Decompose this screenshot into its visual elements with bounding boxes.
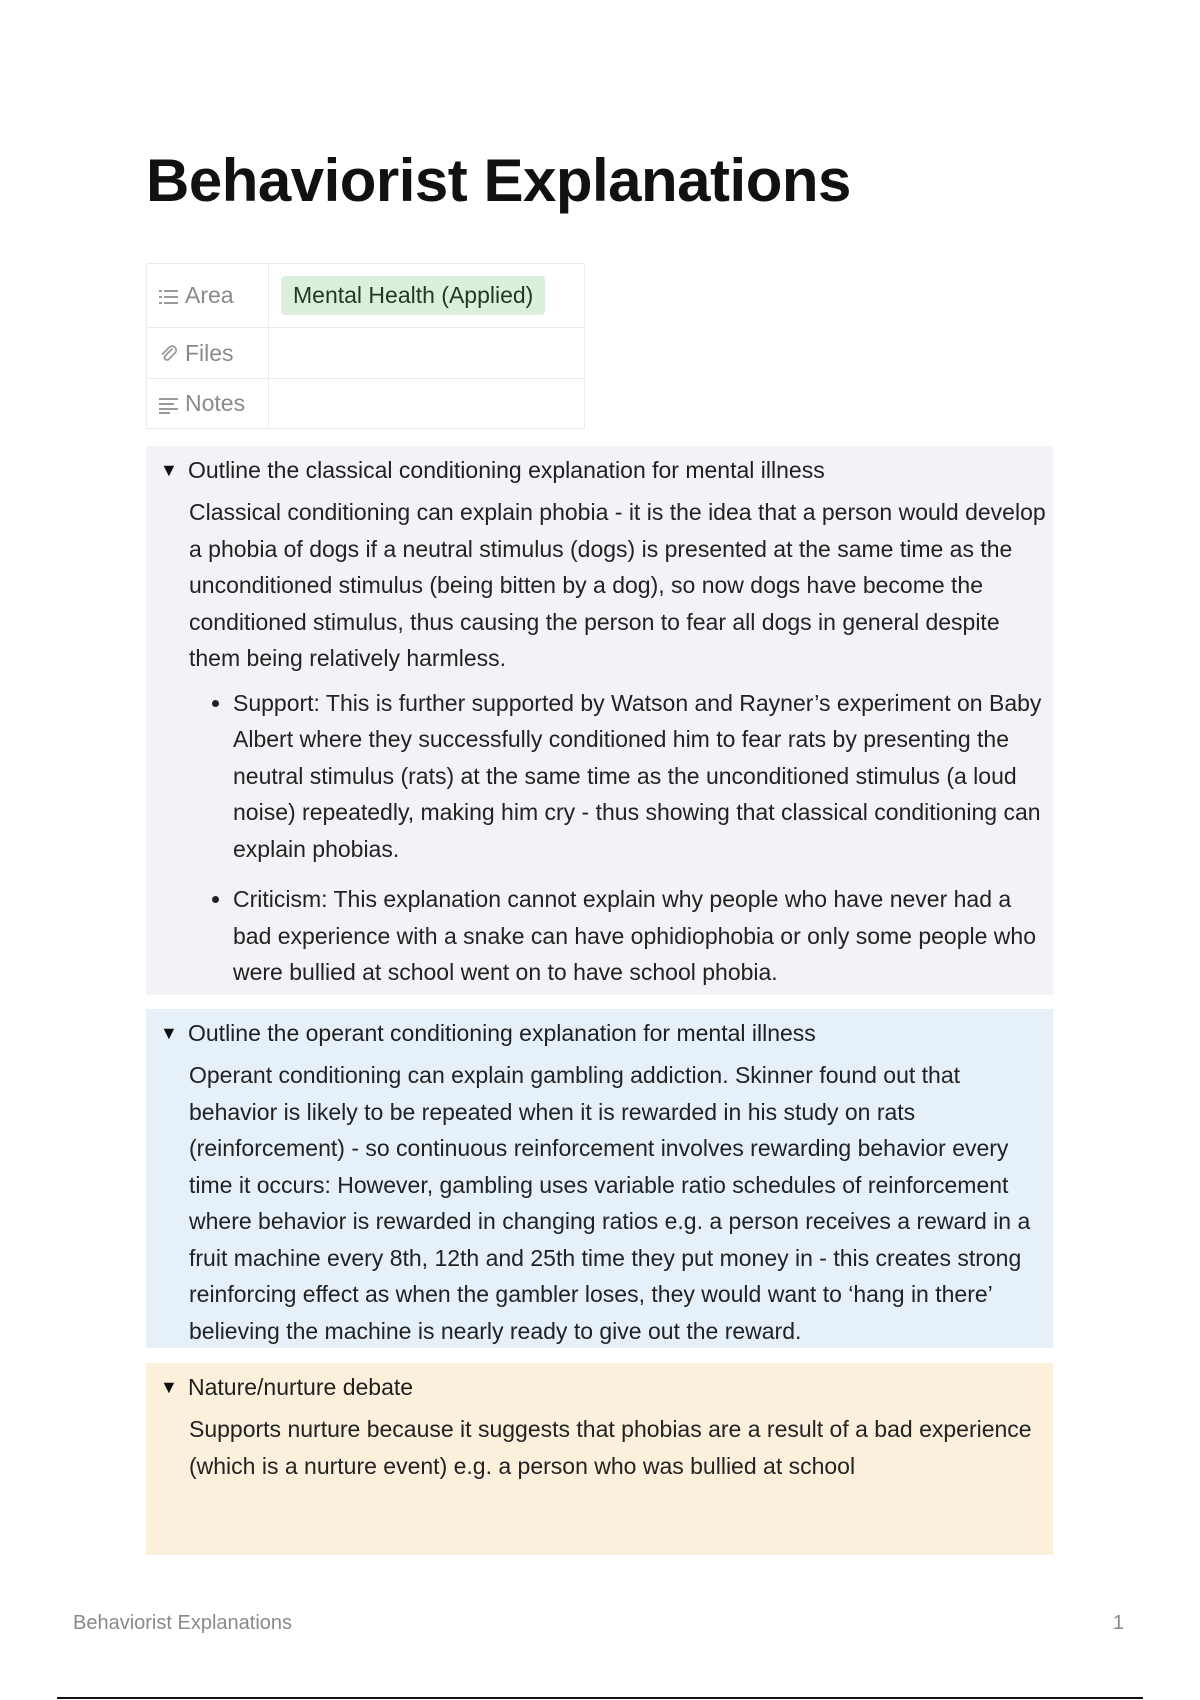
property-row-notes — [147, 379, 585, 429]
property-key-notes[interactable] — [147, 379, 269, 429]
property-value-area[interactable] — [269, 264, 585, 328]
caret-down-icon[interactable]: ▼ — [160, 1023, 178, 1043]
toggle-body — [160, 1057, 1053, 1349]
page-title: Behaviorist Explanations — [146, 147, 851, 214]
toggle-heading: Outline the operant conditioning explanation for mental illness — [188, 1020, 816, 1046]
caret-down-icon[interactable]: ▼ — [160, 460, 178, 480]
property-row-files — [147, 328, 585, 379]
property-row-area — [147, 264, 585, 328]
property-label: Notes — [185, 390, 246, 416]
divider — [57, 1697, 1143, 1699]
property-value-files[interactable] — [269, 328, 585, 379]
toggle-body — [160, 494, 1053, 991]
bullet-list — [189, 685, 1053, 991]
toggle-header[interactable] — [160, 1009, 1053, 1057]
area-tag[interactable]: Mental Health (Applied) — [281, 276, 545, 315]
toggle-header[interactable] — [160, 1363, 1053, 1411]
toggle-heading: Outline the classical conditioning explanation for mental illness — [188, 457, 825, 483]
list-item: • Support: This is further supported by Watson and Rayner’s experiment on Baby Albert where they successfully conditioned him to fear rats by presenting the neutral stimulus (rats) at the same time as the unconditioned stimulus (a loud noise) repeatedly, making him cry - thus showing that classical conditioning can explain phobias. — [233, 685, 1053, 868]
list-item: • Criticism: This explanation cannot explain why people who have never had a bad experience with a snake can have ophidiophobia or only some people who were bullied at school went on to have school phobia. — [233, 881, 1053, 991]
property-label: Area — [185, 282, 234, 308]
property-value-notes[interactable] — [269, 379, 585, 429]
properties-table — [146, 263, 585, 429]
paragraph: Supports nurture because it suggests that phobias are a result of a bad experience (which is a nurture event) e.g. a person who was bullied at school — [189, 1416, 1032, 1479]
caret-down-icon[interactable]: ▼ — [160, 1377, 178, 1397]
paragraph: Classical conditioning can explain phobia - it is the idea that a person would develop a phobia of dogs if a neutral stimulus (dogs) is presented at the same time as the unconditioned stimulus (being bitten by a dog), so now dogs have become the conditioned stimulus, thus causing the person to fear all dogs in general despite them being relatively harmless. — [189, 499, 1046, 671]
toggle-classical-conditioning — [146, 446, 1053, 995]
footer-page-number: 1 — [1112, 1612, 1124, 1634]
property-key-files[interactable] — [147, 328, 269, 379]
toggle-body — [160, 1411, 1053, 1484]
toggle-heading: Nature/nurture debate — [188, 1374, 414, 1400]
property-label: Files — [185, 339, 234, 366]
list-icon — [159, 288, 185, 306]
toggle-nature-nurture — [146, 1363, 1053, 1555]
property-key-area[interactable] — [147, 264, 269, 328]
toggle-header[interactable] — [160, 446, 1053, 494]
toggle-operant-conditioning — [146, 1009, 1053, 1348]
paperclip-icon — [159, 344, 185, 364]
footer-doc-name: Behaviorist Explanations — [73, 1612, 293, 1634]
paragraph: Operant conditioning can explain gambling addiction. Skinner found out that behavior is likely to be repeated when it is rewarded in his study on rats (reinforcement) - so continuous reinforcement involves rewarding behavior every time it occurs: However, gambling uses variable ratio schedules of reinforcement where behavior is rewarded in changing ratios e.g. a person receives a reward in a fruit machine every 8th, 12th and 25th time they put money in - this creates strong reinforcing effect as when the gambler loses, they would want to ‘hang in there’ believing the machine is nearly ready to give out the reward. — [189, 1062, 1031, 1344]
text-lines-icon — [159, 396, 185, 414]
